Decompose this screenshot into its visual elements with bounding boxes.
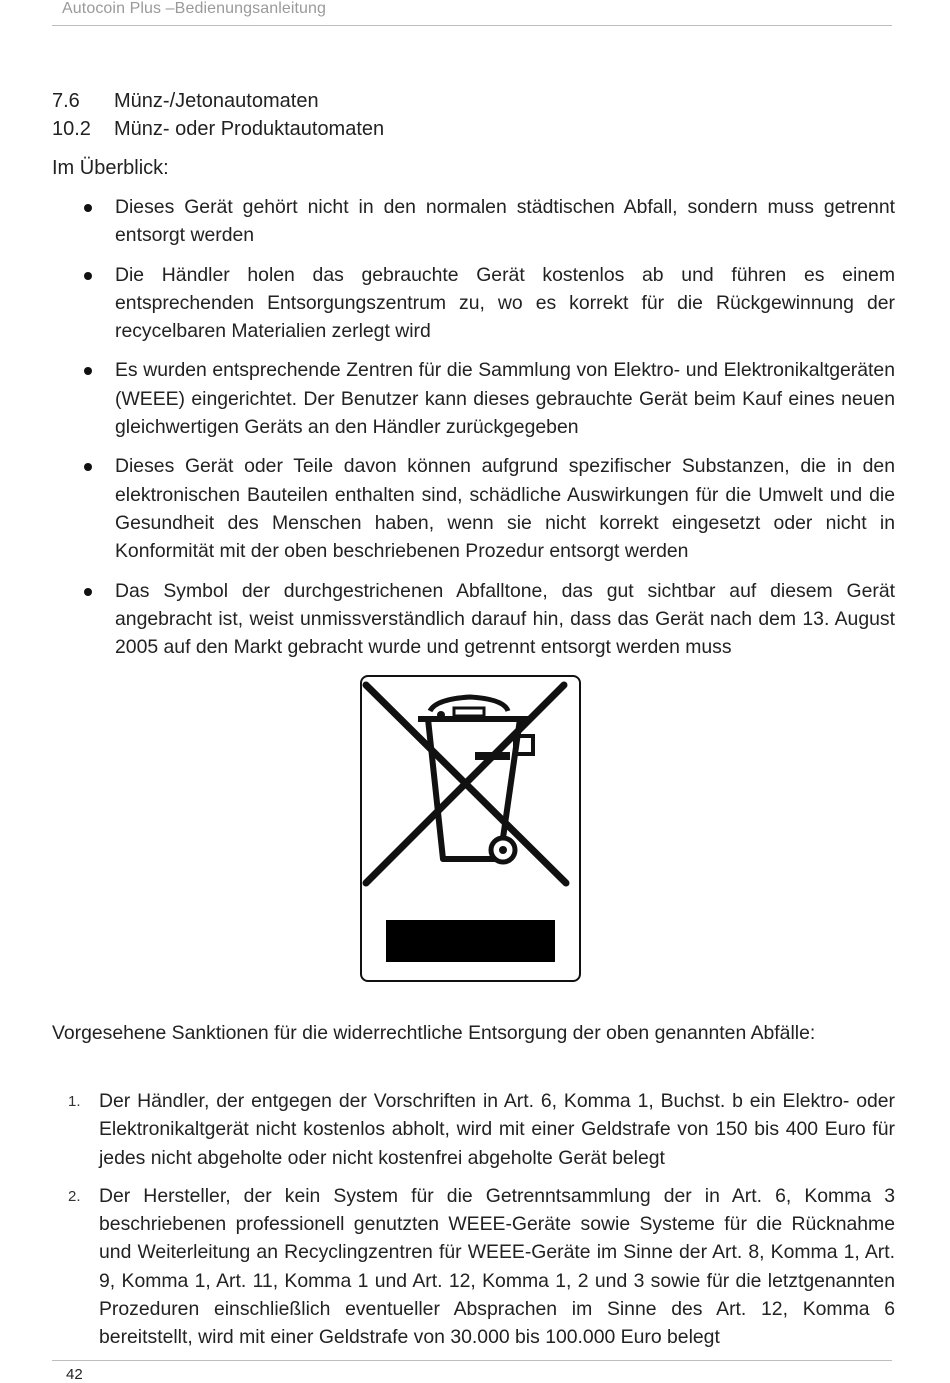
overview-bullet-list [52,193,895,672]
sanctions-list [52,1087,895,1362]
sanction-text: Der Händler, der entgegen der Vorschriften in Art. 6, Komma 1, Buchst. b ein Elektro- oder Elektronikaltgerät nicht kostenlos abholt, wird mit einer Geldstrafe von 150 bis 400 Euro für jedes nicht abgeholte oder nicht kostenfrei abgeholte Gerät belegt [99,1090,895,1169]
list-item [52,452,895,565]
sanction-text: Der Hersteller, der kein System für die Getrenntsammlung der in Art. 6, Komma 3 beschriebenen professionell genutzten WEEE-Geräte sowie Systeme für die Rücknahme und Weiterleitung an Recyclingzentren für WEEE-Geräte im Sinne der Art. 8, Komma 1, Art. 9, Komma 1, Art. 11, Komma 1 und Art. 12, Komma 1, 2 und 3 sowie für die letztgenannten Prozeduren einschließlich eventueller Absprachen im Sinne des Art. 12, Komma 6 bereitstellt, wird mit einer Geldstrafe von 30.000 bis 100.000 Euro belegt [99,1184,895,1349]
list-number: 1. [68,1093,81,1110]
bullet-icon [84,588,92,596]
bullet-icon [84,463,92,471]
page-number: 42 [66,1366,83,1383]
list-item [52,577,895,662]
bullet-text: Die Händler holen das gebrauchte Gerät kostenlos ab und führen es einem entsprechenden Entsorgungszentrum zu, wo es korrekt für die Rückgewinnung der recycelbaren Materialien zerlegt wird [115,263,895,343]
section-heading-10-2 [52,115,384,143]
overview-label: Im Überblick: [52,157,169,179]
section-title: Münz- oder Produktautomaten [114,118,385,140]
bullet-icon [84,272,92,280]
section-title: Münz-/Jetonautomaten [114,90,319,112]
section-heading-7-6 [52,87,319,115]
bullet-text: Dieses Gerät oder Teile davon können aufgrund spezifischer Substanzen, die in den elektronischen Bauteilen enthalten sind, schädliche Auswirkungen für die Umwelt und die Gesundheit des Menschen haben, wenn sie nicht korrekt eingesetzt oder nicht in Konformität mit der oben beschriebenen Prozedur entsorgt werden [115,455,895,563]
bullet-text: Es wurden entsprechende Zentren für die Sammlung von Elektro- und Elektronikaltgeräten (WEEE) eingerichtet. Der Benutzer kann dieses gebrauchte Gerät beim Kauf eines neuen gleichwertigen Geräts an den Händler zurückgegeben [115,359,895,439]
running-header: Autocoin Plus –Bedienungsanleitung [62,0,327,17]
section-number: 10.2 [52,118,91,140]
bullet-text: Das Symbol der durchgestrichenen Abfalltone, das gut sichtbar auf diesem Gerät angebracht ist, weist unmissverständlich darauf hin, dass das Gerät nach dem 13. August 2005 auf den Markt gebracht wurde und getrennt entsorgt werden muss [115,579,895,659]
list-item [52,356,895,441]
list-item [52,1182,895,1352]
weee-crossed-out-bin-icon [358,673,584,990]
list-item [52,261,895,346]
sanctions-intro: Vorgesehene Sanktionen für die widerrechtliche Entsorgung der oben genannten Abfälle: [52,1022,816,1044]
bullet-icon [84,367,92,375]
list-item [52,1087,895,1172]
section-number: 7.6 [52,90,80,112]
bullet-text: Dieses Gerät gehört nicht in den normalen städtischen Abfall, sondern muss getrennt entsorgt werden [115,196,895,247]
bullet-icon [84,204,92,212]
list-item [52,193,895,250]
footer-divider [52,1360,892,1361]
header-divider [52,25,892,26]
list-number: 2. [68,1187,81,1205]
